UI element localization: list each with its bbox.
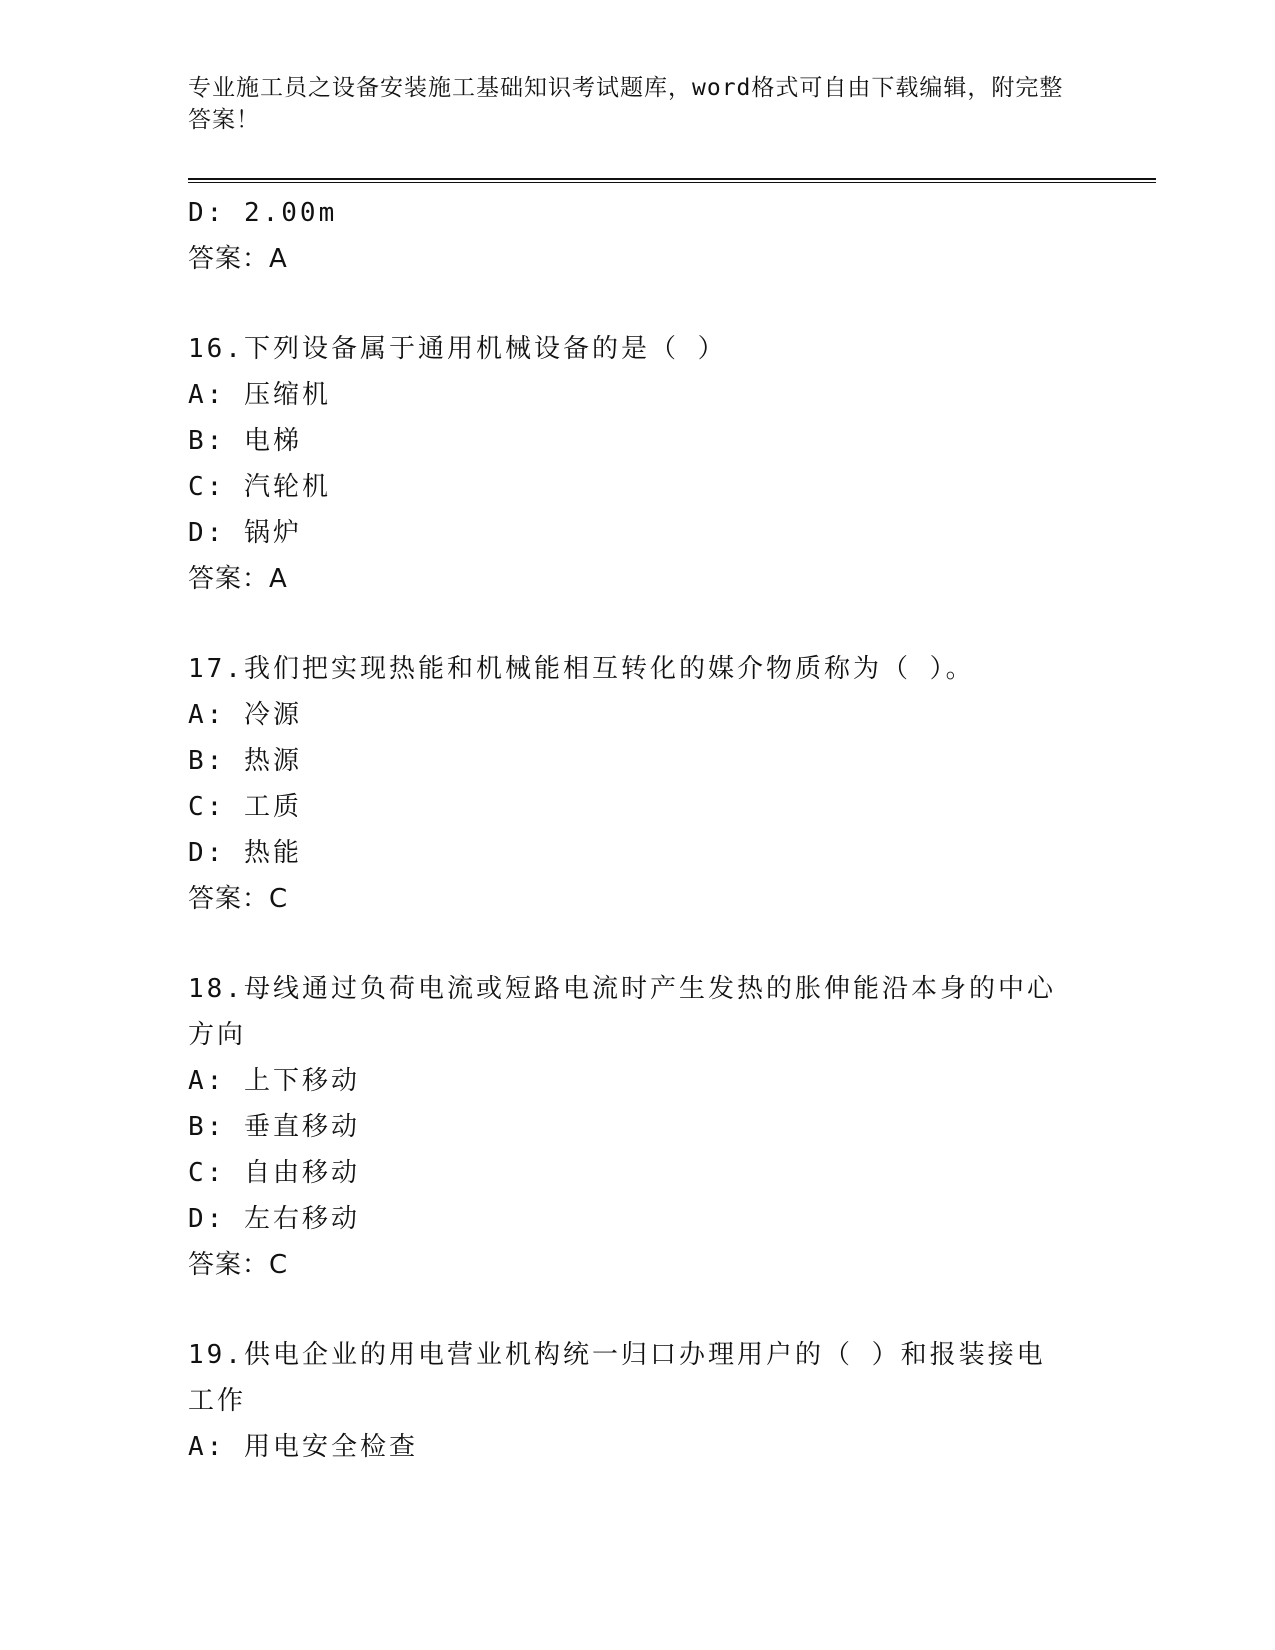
question-17 [188, 646, 1088, 922]
option-c: C: 汽轮机 [188, 472, 331, 502]
option-c: C: 自由移动 [188, 1158, 360, 1188]
prev-option-d: D: 2.00m [188, 198, 338, 228]
question-stem: 17.我们把实现热能和机械能相互转化的媒介物质称为（ ）。 [188, 654, 975, 684]
question-16 [188, 326, 1088, 602]
option-a: A: 用电安全检查 [188, 1432, 418, 1462]
option-d: D: 左右移动 [188, 1204, 360, 1234]
document-body [188, 190, 1088, 1470]
option-a: A: 上下移动 [188, 1066, 360, 1096]
option-b: B: 热源 [188, 746, 302, 776]
header-divider [188, 178, 1156, 183]
page-header: 专业施工员之设备安装施工基础知识考试题库，word格式可自由下载编辑，附完整答案！ [188, 75, 1064, 133]
question-stem: 16.下列设备属于通用机械设备的是（ ） [188, 334, 727, 364]
question-18 [188, 966, 1088, 1288]
answer: 答案：A [188, 564, 288, 594]
option-a: A: 冷源 [188, 700, 302, 730]
answer: 答案：C [188, 1250, 289, 1280]
option-d: D: 锅炉 [188, 518, 302, 548]
option-c: C: 工质 [188, 792, 302, 822]
prev-answer: 答案：A [188, 244, 288, 274]
option-d: D: 热能 [188, 838, 302, 868]
option-b: B: 电梯 [188, 426, 302, 456]
question-stem: 18.母线通过负荷电流或短路电流时产生发热的胀伸能沿本身的中心方向 [188, 974, 1056, 1050]
question-stem: 19.供电企业的用电营业机构统一归口办理用户的（ ）和报装接电工作 [188, 1340, 1046, 1416]
option-b: B: 垂直移动 [188, 1112, 360, 1142]
answer: 答案：C [188, 884, 289, 914]
option-a: A: 压缩机 [188, 380, 331, 410]
question-19 [188, 1332, 1088, 1470]
